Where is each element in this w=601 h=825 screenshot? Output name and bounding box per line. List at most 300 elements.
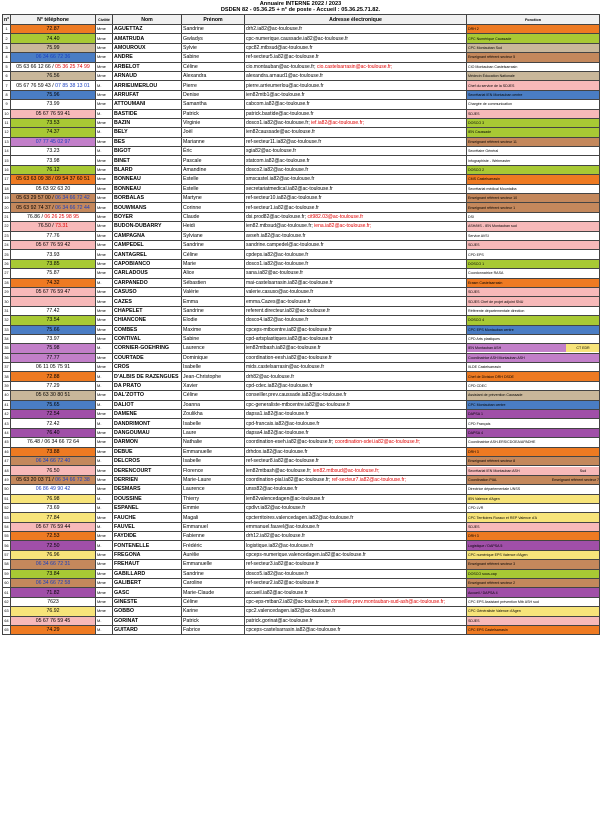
civility: Mme — [96, 325, 113, 334]
first-name: Éric — [182, 147, 245, 156]
function-cell: DOSCO sous-cap — [467, 569, 600, 578]
header-subtitle: DSDEN 82 - 05.36.25 + n° de poste - Accueil : 05.36.25.71.82. — [220, 7, 381, 13]
email-cell — [245, 579, 467, 588]
civility: Mme — [96, 447, 113, 456]
civility: Mme — [96, 532, 113, 541]
first-name: Karine — [182, 607, 245, 616]
email-cell — [245, 287, 467, 296]
email-link[interactable]: coordination-eesh.ia82@ac-toulouse.fr — [246, 354, 332, 361]
last-name: BOUWMANS — [113, 203, 182, 212]
function-cell: Chef de Division DRH DSDE — [467, 372, 600, 381]
table-row — [3, 372, 600, 381]
email-link[interactable]: secretariatmedical.ia82@ac-toulouse.fr — [246, 185, 333, 192]
first-name: Fabienne — [182, 532, 245, 541]
phone-number-alt: 06 26 25 98 95 — [44, 214, 79, 220]
function-cell: Enseignant référent secteur 5 — [467, 53, 600, 62]
email-link[interactable]: sana.ia82@ac-toulouse.fr — [246, 270, 304, 277]
col-header-civility: Civilité — [96, 15, 113, 25]
phone-number: 06 34 66 72 36 — [35, 54, 71, 61]
civility: M. — [96, 278, 113, 287]
email-link[interactable]: patrick.gorinat@ac-toulouse.fr — [246, 617, 313, 624]
first-name: Amandine — [182, 165, 245, 174]
phone-cell — [11, 503, 96, 512]
first-name: Patrick — [182, 109, 245, 118]
table-row — [3, 316, 600, 325]
email-cell — [245, 194, 467, 203]
last-name: GOBBO — [113, 607, 182, 616]
last-name: DANGOUMAU — [113, 428, 182, 437]
civility: M. — [96, 109, 113, 118]
email-link[interactable]: ien82mtbash@ac-toulouse.fr; — [246, 467, 312, 474]
email-link[interactable]: cpc82.mtbsud@ac-toulouse.fr — [246, 44, 313, 51]
row-number: 62 — [3, 597, 11, 606]
first-name: Marie-Claude — [182, 588, 245, 597]
function-label: Secrétariat IEN Montauban ASH — [467, 467, 566, 475]
function-cell: SDJES — [467, 522, 600, 531]
phone-number: 76.48 / 06 34 66 72 64 — [27, 439, 79, 446]
row-number: 16 — [3, 165, 11, 174]
civility: Mme — [96, 250, 113, 259]
function-extra: CT EDR — [566, 344, 599, 352]
first-name: Valérie — [182, 287, 245, 296]
table-row — [3, 353, 600, 362]
phone-number: 72.53 — [46, 533, 60, 540]
row-number: 64 — [3, 616, 11, 625]
table-row — [3, 100, 600, 109]
email-link-alt[interactable]: ref-secteur7.ia82@ac-toulouse.fr; — [331, 476, 406, 483]
email-link[interactable]: drhdox.ia82@ac-toulouse.fr — [246, 448, 308, 455]
table-row — [3, 212, 600, 221]
row-number: 45 — [3, 438, 11, 447]
row-number: 24 — [3, 240, 11, 249]
civility: Mme — [96, 100, 113, 109]
civility: Mme — [96, 222, 113, 231]
phone-cell — [11, 353, 96, 362]
email-link[interactable]: drh12.ia82@ac-toulouse.fr — [246, 533, 305, 540]
email-link[interactable]: cpc-numerique.caussade.ia82@ac-toulouse.fr — [246, 35, 349, 42]
col-header-phone: N° téléphone — [11, 15, 96, 25]
email-link-alt[interactable]: ief.ia82@ac-toulouse.fr; — [311, 120, 365, 127]
phone-cell — [11, 579, 96, 588]
phone-cell — [11, 100, 96, 109]
last-name: AMOUROUX — [113, 43, 182, 52]
first-name: Céline — [182, 597, 245, 606]
row-number: 42 — [3, 410, 11, 419]
email-link[interactable]: ref-secteur5.ia82@ac-toulouse.fr — [246, 54, 319, 61]
table-row — [3, 597, 600, 606]
email-link[interactable]: mai-castelsarrasin.ia82@ac-toulouse.fr — [246, 279, 333, 286]
function-cell: Enseignant référent secteur 1 — [467, 203, 600, 212]
last-name: BASTIDE — [113, 109, 182, 118]
email-link[interactable]: ref-secteur3.ia82@ac-toulouse.fr — [246, 561, 319, 568]
table-row — [3, 53, 600, 62]
civility: Mme — [96, 43, 113, 52]
email-link[interactable]: dosco1.ia82@ac-toulouse.fr; — [246, 120, 310, 127]
email-link[interactable]: ref-secteur11.ia82@ac-toulouse.fr — [246, 138, 322, 145]
phone-cell — [11, 71, 96, 80]
email-link[interactable]: cpdeps.ia82@ac-toulouse.fr — [246, 251, 309, 258]
civility: M. — [96, 381, 113, 390]
table-row — [3, 344, 600, 353]
email-link-alt[interactable]: ien82.mtbsud@ac-toulouse.fr; — [312, 467, 380, 474]
email-link[interactable]: dapsa4.ia82@ac-toulouse.fr — [246, 429, 309, 436]
email-link-alt[interactable]: cio.castelsarrasin@ac-toulouse.fr; — [316, 63, 393, 70]
table-row — [3, 25, 600, 34]
first-name: Emmanuelle — [182, 560, 245, 569]
civility: M. — [96, 147, 113, 156]
civility: Mme — [96, 165, 113, 174]
civility: Mme — [96, 466, 113, 475]
function-cell: Enseignant référent secteur 8 — [467, 456, 600, 465]
function-cell: DRH 2 — [467, 25, 600, 34]
row-number: 14 — [3, 147, 11, 156]
civility: M. — [96, 494, 113, 503]
email-link-alt[interactable]: ienа.ia82@ac-toulouse.fr; — [314, 223, 372, 230]
function-cell: CPC EPS Assistant prévention Mtb ASH sud — [467, 597, 600, 606]
phone-cell — [11, 259, 96, 268]
function-cell: Service AVSI — [467, 231, 600, 240]
email-link[interactable]: ien82mtbash.ia82@ac-toulouse.fr — [246, 345, 321, 352]
email-cell — [245, 137, 467, 146]
email-link[interactable]: statcom.ia82@ac-toulouse.fr — [246, 157, 310, 164]
email-link[interactable]: mids.castelsarrasin@ac-toulouse.fr — [246, 364, 325, 371]
civility: Mme — [96, 410, 113, 419]
email-link[interactable]: cpceps-castelsarrasin.ia82@ac-toulouse.fr — [246, 627, 341, 634]
email-link[interactable]: dosco2.ia82@ac-toulouse.fr — [246, 167, 309, 174]
last-name: FONTENELLE — [113, 541, 182, 550]
email-link[interactable]: dosco1.ia82@ac-toulouse.fr — [246, 260, 309, 267]
phone-cell — [11, 588, 96, 597]
phone-number: 06 11 05 75 91 — [35, 364, 71, 371]
first-name: Pascale — [182, 156, 245, 165]
phone-cell — [11, 597, 96, 606]
function-extra: Enseignant référent secteur 7 — [551, 477, 599, 482]
table-row — [3, 438, 600, 447]
phone-cell — [11, 456, 96, 465]
phone-cell — [11, 419, 96, 428]
last-name: FAUCHE — [113, 513, 182, 522]
phone-number: 72.50 — [46, 542, 60, 549]
last-name: ARRIEUMERLOU — [113, 81, 182, 90]
email-cell — [245, 419, 467, 428]
civility: Mme — [96, 240, 113, 249]
table-row — [3, 363, 600, 372]
email-cell — [245, 100, 467, 109]
civility: Mme — [96, 513, 113, 522]
email-link-alt[interactable]: cit982.03@ac-toulouse.fr — [307, 214, 364, 220]
directory-table — [2, 14, 600, 635]
email-link[interactable]: sgia82@ac-toulouse.fr — [246, 148, 297, 155]
email-cell — [245, 588, 467, 597]
email-cell — [245, 344, 467, 353]
email-cell — [245, 503, 467, 512]
row-number: 21 — [3, 212, 11, 221]
phone-number: 75.87 — [46, 270, 60, 277]
phone-number: 05 63 29 57 00 / — [16, 195, 54, 202]
phone-number: 73.54 — [46, 317, 60, 324]
phone-number: 72.88 — [46, 373, 60, 380]
phone-cell — [11, 466, 96, 475]
civility: Mme — [96, 569, 113, 578]
email-link[interactable]: cio.montauban@ac-toulouse.fr; — [246, 63, 316, 70]
phone-cell — [11, 438, 96, 447]
first-name: Sandrine — [182, 240, 245, 249]
email-link[interactable]: unss82@ac-toulouse.fr — [246, 486, 298, 493]
row-number: 46 — [3, 447, 11, 456]
phone-number: 77.29 — [46, 383, 60, 390]
first-name: Denise — [182, 90, 245, 99]
phone-cell — [11, 607, 96, 616]
email-cell — [245, 428, 467, 437]
email-cell — [245, 259, 467, 268]
first-name: Sébastien — [182, 278, 245, 287]
last-name: COURTADE — [113, 353, 182, 362]
phone-number-alt: 06 34 66 72 44 — [55, 204, 90, 211]
email-link[interactable]: drh2.ia82@ac-toulouse.fr — [246, 26, 303, 33]
email-cell — [245, 597, 467, 606]
table-row — [3, 184, 600, 193]
email-link[interactable]: cabcom.ia82@ac-toulouse.fr — [246, 101, 310, 108]
email-link[interactable]: cpd-cdec.ia82@ac-toulouse.fr — [246, 383, 313, 390]
phone-cell — [11, 53, 96, 62]
last-name: AGUETTAZ — [113, 25, 182, 34]
email-cell — [245, 541, 467, 550]
email-link[interactable]: dosco4.ia82@ac-toulouse.fr — [246, 317, 309, 324]
email-link[interactable]: pierre.arrieumerlou@ac-toulouse.fr — [246, 82, 324, 89]
row-number: 54 — [3, 522, 11, 531]
table-row — [3, 494, 600, 503]
email-cell — [245, 569, 467, 578]
function-cell: Coordonnatrice RASA — [467, 269, 600, 278]
phone-number: 74.37 — [46, 129, 60, 136]
email-link[interactable]: cpd-artsplastiques.ia82@ac-toulouse.fr — [246, 336, 333, 343]
first-name: Isabelle — [182, 363, 245, 372]
table-row — [3, 616, 600, 625]
email-link[interactable]: sandrine.campedel@ac-toulouse.fr — [246, 242, 324, 249]
phone-number: 76.40 — [46, 429, 60, 436]
phone-number: 76.86 / — [27, 214, 43, 220]
phone-cell — [11, 410, 96, 419]
first-name: Magali — [182, 513, 245, 522]
first-name: Maxime — [182, 325, 245, 334]
first-name: Sylvie — [182, 43, 245, 52]
row-number: 6 — [3, 71, 11, 80]
email-link[interactable]: emma.Cazes@ac-toulouse.fr — [246, 298, 311, 305]
table-row — [3, 175, 600, 184]
last-name: FREGONA — [113, 550, 182, 559]
phone-number: 71.82 — [46, 589, 60, 596]
function-cell: CPC Numérique Caussade — [467, 34, 600, 43]
email-link[interactable]: valerie.casuso@ac-toulouse.fr — [246, 289, 314, 296]
email-link[interactable]: ref-secteur2.ia82@ac-toulouse.fr — [246, 580, 319, 587]
email-cell — [245, 147, 467, 156]
phone-cell — [11, 560, 96, 569]
civility: M. — [96, 128, 113, 137]
last-name: BAZIN — [113, 118, 182, 127]
row-number: 37 — [3, 363, 11, 372]
table-row — [3, 297, 600, 306]
civility: M. — [96, 344, 113, 353]
row-number: 23 — [3, 231, 11, 240]
table-row — [3, 550, 600, 559]
function-cell: DSI — [467, 212, 600, 221]
email-link-alt[interactable]: coordination-sdei.ia82@ac-toulouse.fr; — [334, 439, 421, 446]
table-row — [3, 231, 600, 240]
email-link[interactable]: ien82.mtbsud@ac-toulouse.fr; — [246, 223, 313, 230]
first-name: Isabelle — [182, 456, 245, 465]
phone-number: 77.76 — [46, 232, 60, 239]
civility: Mme — [96, 175, 113, 184]
table-row — [3, 81, 600, 90]
function-cell: Enseignant référent secteur 11 — [467, 137, 600, 146]
first-name: Joanna — [182, 400, 245, 409]
row-number: 1 — [3, 25, 11, 34]
email-link[interactable]: dsi.prod82@ac-toulouse.fr; — [246, 214, 307, 220]
first-name: Samantha — [182, 100, 245, 109]
row-number: 2 — [3, 34, 11, 43]
table-body — [3, 25, 600, 635]
phone-cell — [11, 325, 96, 334]
row-number: 13 — [3, 137, 11, 146]
row-number: 34 — [3, 334, 11, 343]
table-row — [3, 90, 600, 99]
function-cell: CPC Montauban Sud — [467, 43, 600, 52]
email-link[interactable]: patrick.bastide@ac-toulouse.fr — [246, 110, 314, 117]
table-row — [3, 541, 600, 550]
email-link[interactable]: ien82valencedagen@ac-toulouse.fr — [246, 495, 325, 502]
civility: M. — [96, 400, 113, 409]
phone-cell — [11, 569, 96, 578]
function-cell — [467, 475, 600, 484]
phone-number-alt: 06 34 66 72 42 — [55, 195, 90, 202]
table-row — [3, 560, 600, 569]
phone-number: 73.97 — [46, 336, 60, 343]
table-row — [3, 381, 600, 390]
email-link[interactable]: ien82caussade@ac-toulouse.fr — [246, 129, 316, 136]
email-link[interactable]: referent.directeur.ia82@ac-toulouse.fr — [246, 307, 331, 314]
col-header-num: n° — [4, 16, 10, 23]
first-name: Pierre — [182, 81, 245, 90]
last-name: BOYER — [113, 212, 182, 221]
table-row — [3, 259, 600, 268]
email-link[interactable]: cpc-generaliste-mtbcentre.ia82@ac-toulouse.fr — [246, 401, 351, 408]
row-number: 53 — [3, 513, 11, 522]
row-number: 39 — [3, 381, 11, 390]
email-link[interactable]: emmanuel.fauvel@ac-toulouse.fr — [246, 523, 320, 530]
email-link[interactable]: dosco5.ia82@ac-toulouse.fr — [246, 570, 309, 577]
first-name: Sabine — [182, 53, 245, 62]
first-name: Isabelle — [182, 419, 245, 428]
email-cell — [245, 391, 467, 400]
email-link[interactable]: ref-secteur10.ia82@ac-toulouse.fr — [246, 195, 322, 202]
civility: Mme — [96, 212, 113, 221]
email-link[interactable]: smscastel.ia82@ac-toulouse.fr — [246, 176, 315, 183]
table-row — [3, 428, 600, 437]
first-name: Laurence — [182, 344, 245, 353]
email-link[interactable]: logistique.ia82@ac-toulouse.fr — [246, 542, 314, 549]
row-number: 48 — [3, 466, 11, 475]
phone-cell — [11, 25, 96, 34]
email-link[interactable]: ref-secteur1.ia82@ac-toulouse.fr — [246, 204, 319, 211]
function-cell: DAPSA 1 — [467, 410, 600, 419]
row-number: 58 — [3, 560, 11, 569]
email-link[interactable]: ien82mtb1@ac-toulouse.fr — [246, 91, 305, 98]
row-number: 27 — [3, 269, 11, 278]
table-row — [3, 43, 600, 52]
phone-number: 76.50 — [46, 467, 60, 474]
function-cell: Enseignant référent secteur 10 — [467, 194, 600, 203]
phone-cell — [11, 334, 96, 343]
row-number: 33 — [3, 325, 11, 334]
email-link[interactable]: cpceps-numerique.valencedagen.ia82@ac-toulouse.fr — [246, 552, 366, 559]
email-cell — [245, 165, 467, 174]
table-row — [3, 194, 600, 203]
function-cell: Erasm Castelsarrasin — [467, 278, 600, 287]
row-number: 32 — [3, 316, 11, 325]
row-number: 61 — [3, 588, 11, 597]
phone-number: 77.42 — [46, 307, 60, 314]
last-name: BORBALAS — [113, 194, 182, 203]
function-cell: DRH 3 — [467, 532, 600, 541]
first-name: Jean-Christophe — [182, 372, 245, 381]
civility: Mme — [96, 550, 113, 559]
email-link[interactable]: coordination-eseh.ia82@ac-toulouse.fr; — [246, 439, 334, 446]
phone-number: 75.65 — [46, 401, 60, 408]
col-header-email: Adresse électronique — [245, 15, 467, 25]
email-link[interactable]: cpc-eps-mtban2.ia82@ac-toulouse.fr; — [246, 599, 330, 606]
phone-number: 72.87 — [46, 26, 60, 33]
table-row — [3, 569, 600, 578]
email-link[interactable]: avseh.ia82@ac-toulouse.fr — [246, 232, 306, 239]
phone-cell — [11, 231, 96, 240]
last-name: DELCROS — [113, 456, 182, 465]
email-link[interactable]: coordination-pial.ia82@ac-toulouse.fr; — [246, 476, 331, 483]
email-link[interactable]: cpceps-mtbcentre.ia82@ac-toulouse.fr — [246, 326, 332, 333]
email-link-alt[interactable]: conseiller.prev.montauban-sud-ash@ac-toulouse.fr; — [330, 599, 446, 606]
email-link[interactable]: alexandra.arnaud1@ac-toulouse.fr — [246, 73, 324, 80]
email-link[interactable]: drh82@ac-toulouse.fr — [246, 373, 295, 380]
phone-cell — [11, 240, 96, 249]
email-link[interactable]: cpc2.valencedagen.ia82@ac-toulouse.fr — [246, 608, 336, 615]
email-link[interactable]: ref-secteur8.ia82@ac-toulouse.fr — [246, 458, 319, 465]
phone-number: 73.84 — [46, 570, 60, 577]
civility: M. — [96, 522, 113, 531]
email-link[interactable]: cpcterritoires.valencedagen.ia82@ac-toulouse.fr — [246, 514, 354, 521]
first-name: Gwladys — [182, 34, 245, 43]
civility: Mme — [96, 287, 113, 296]
phone-cell — [11, 212, 96, 221]
first-name: Alice — [182, 269, 245, 278]
civility: Mme — [96, 588, 113, 597]
phone-cell — [11, 381, 96, 390]
email-link[interactable]: cpd-francais.ia82@ac-toulouse.fr — [246, 420, 320, 427]
row-number: 41 — [3, 400, 11, 409]
civility: Mme — [96, 306, 113, 315]
email-link[interactable]: dapsa1.ia82@ac-toulouse.fr — [246, 411, 309, 418]
email-link[interactable]: accueil.ia82@ac-toulouse.fr — [246, 589, 308, 596]
function-cell: CPC numérique EPS Valence d'Agen — [467, 550, 600, 559]
email-link[interactable]: conseiller.prev.caussade.ia82@ac-toulouse.fr — [246, 392, 347, 399]
phone-cell — [11, 428, 96, 437]
last-name: GUITARD — [113, 626, 182, 635]
email-cell — [245, 353, 467, 362]
phone-cell — [11, 541, 96, 550]
first-name: Laurence — [182, 485, 245, 494]
table-row — [3, 532, 600, 541]
phone-cell — [11, 287, 96, 296]
email-link[interactable]: cpdlvr.ia82@ac-toulouse.fr — [246, 505, 306, 512]
last-name: DESMARS — [113, 485, 182, 494]
